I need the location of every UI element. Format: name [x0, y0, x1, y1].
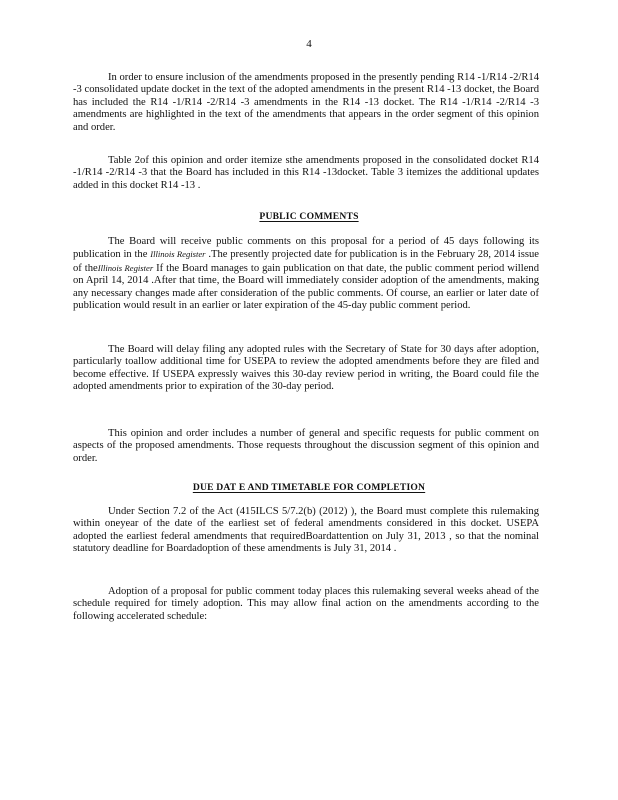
- heading-public-comments-text: PUBLIC COMMENTS: [259, 211, 359, 222]
- paragraph-section-7-2-deadline: Under Section 7.2 of the Act (415ILCS 5/7.2(b) (2012) ), the Board must complete this rulemaking within oneyear of the date of the earliest set of federal amendments considered in this docket. USEPA adopted the earliest federal amendments that requiredBoardattention on July 31, 2013 , so that the nominal statutory deadline for Boardadoption of these amendments is July 31, 2014 .: [73, 506, 539, 555]
- illinois-register-ref-1: Illinois Register: [150, 249, 206, 260]
- heading-due-date-text: DUE DAT E AND TIMETABLE FOR COMPLETION: [192, 482, 426, 493]
- paragraph-table-itemize: Table 2of this opinion and order itemize sthe amendments proposed in the consolidated docket R14 -1/R14 -2/R14 -3 that the Board has included in this R14 -13docket. Table 3 itemizes the additional updates added in this docket R14 -13 .: [73, 155, 539, 191]
- p3-text-b: .The presently projected date for publication is in the February 28, 2014 issue of the: [73, 249, 539, 274]
- illinois-register-ref-2: Illinois Register: [97, 262, 154, 273]
- p3-text-a: The Board will receive public comments on this proposal for a period of 45 days following its publication in the: [73, 236, 539, 261]
- heading-due-date-timetable: [0, 482, 618, 494]
- page-number: 4: [306, 38, 312, 50]
- p3-text-c: If the Board manages to gain publication on that date, the public comment period willend on April 14, 2014 .After that time, the Board will immediately consider adoption of the amendments, making any necessary changes made after consideration of the public comments. Of course, an earlier or later date of publication would result in an earlier or later expiration of the 45-day public comment period.: [73, 262, 539, 312]
- heading-public-comments: [0, 211, 618, 223]
- paragraph-amendments-inclusion: In order to ensure inclusion of the amendments proposed in the presently pending R14 -1/R14 -2/R14 -3 consolidated update docket in the text of the adopted amendments in the present R14 -13 docket, the Board has included the R14 -1/R14 -2/R14 -3 amendments in the R14 -13 docket. The R14 -1/R14 -2/R14 -3 amendments are highlighted in the text of the amendments that appears in the order segment of this opinion and order.: [73, 72, 539, 133]
- paragraph-public-comment-period: [73, 236, 539, 312]
- paragraph-filing-delay: The Board will delay filing any adopted rules with the Secretary of State for 30 days after adoption, particularly toallow additional time for USEPA to review the adopted amendments before they are filed and become effective. If USEPA expressly waives this 30-day review period in writing, the Board could file the adopted amendments prior to expiration of the 30-day period.: [73, 344, 539, 393]
- paragraph-requests-for-comment: This opinion and order includes a number of general and specific requests for public comment on aspects of the proposed amendments. Those requests throughout the discussion segment of this opinion and order.: [73, 428, 539, 464]
- paragraph-accelerated-schedule: Adoption of a proposal for public comment today places this rulemaking several weeks ahead of the schedule required for timely adoption. This may allow final action on the amendments according to the following accelerated schedule:: [73, 586, 539, 622]
